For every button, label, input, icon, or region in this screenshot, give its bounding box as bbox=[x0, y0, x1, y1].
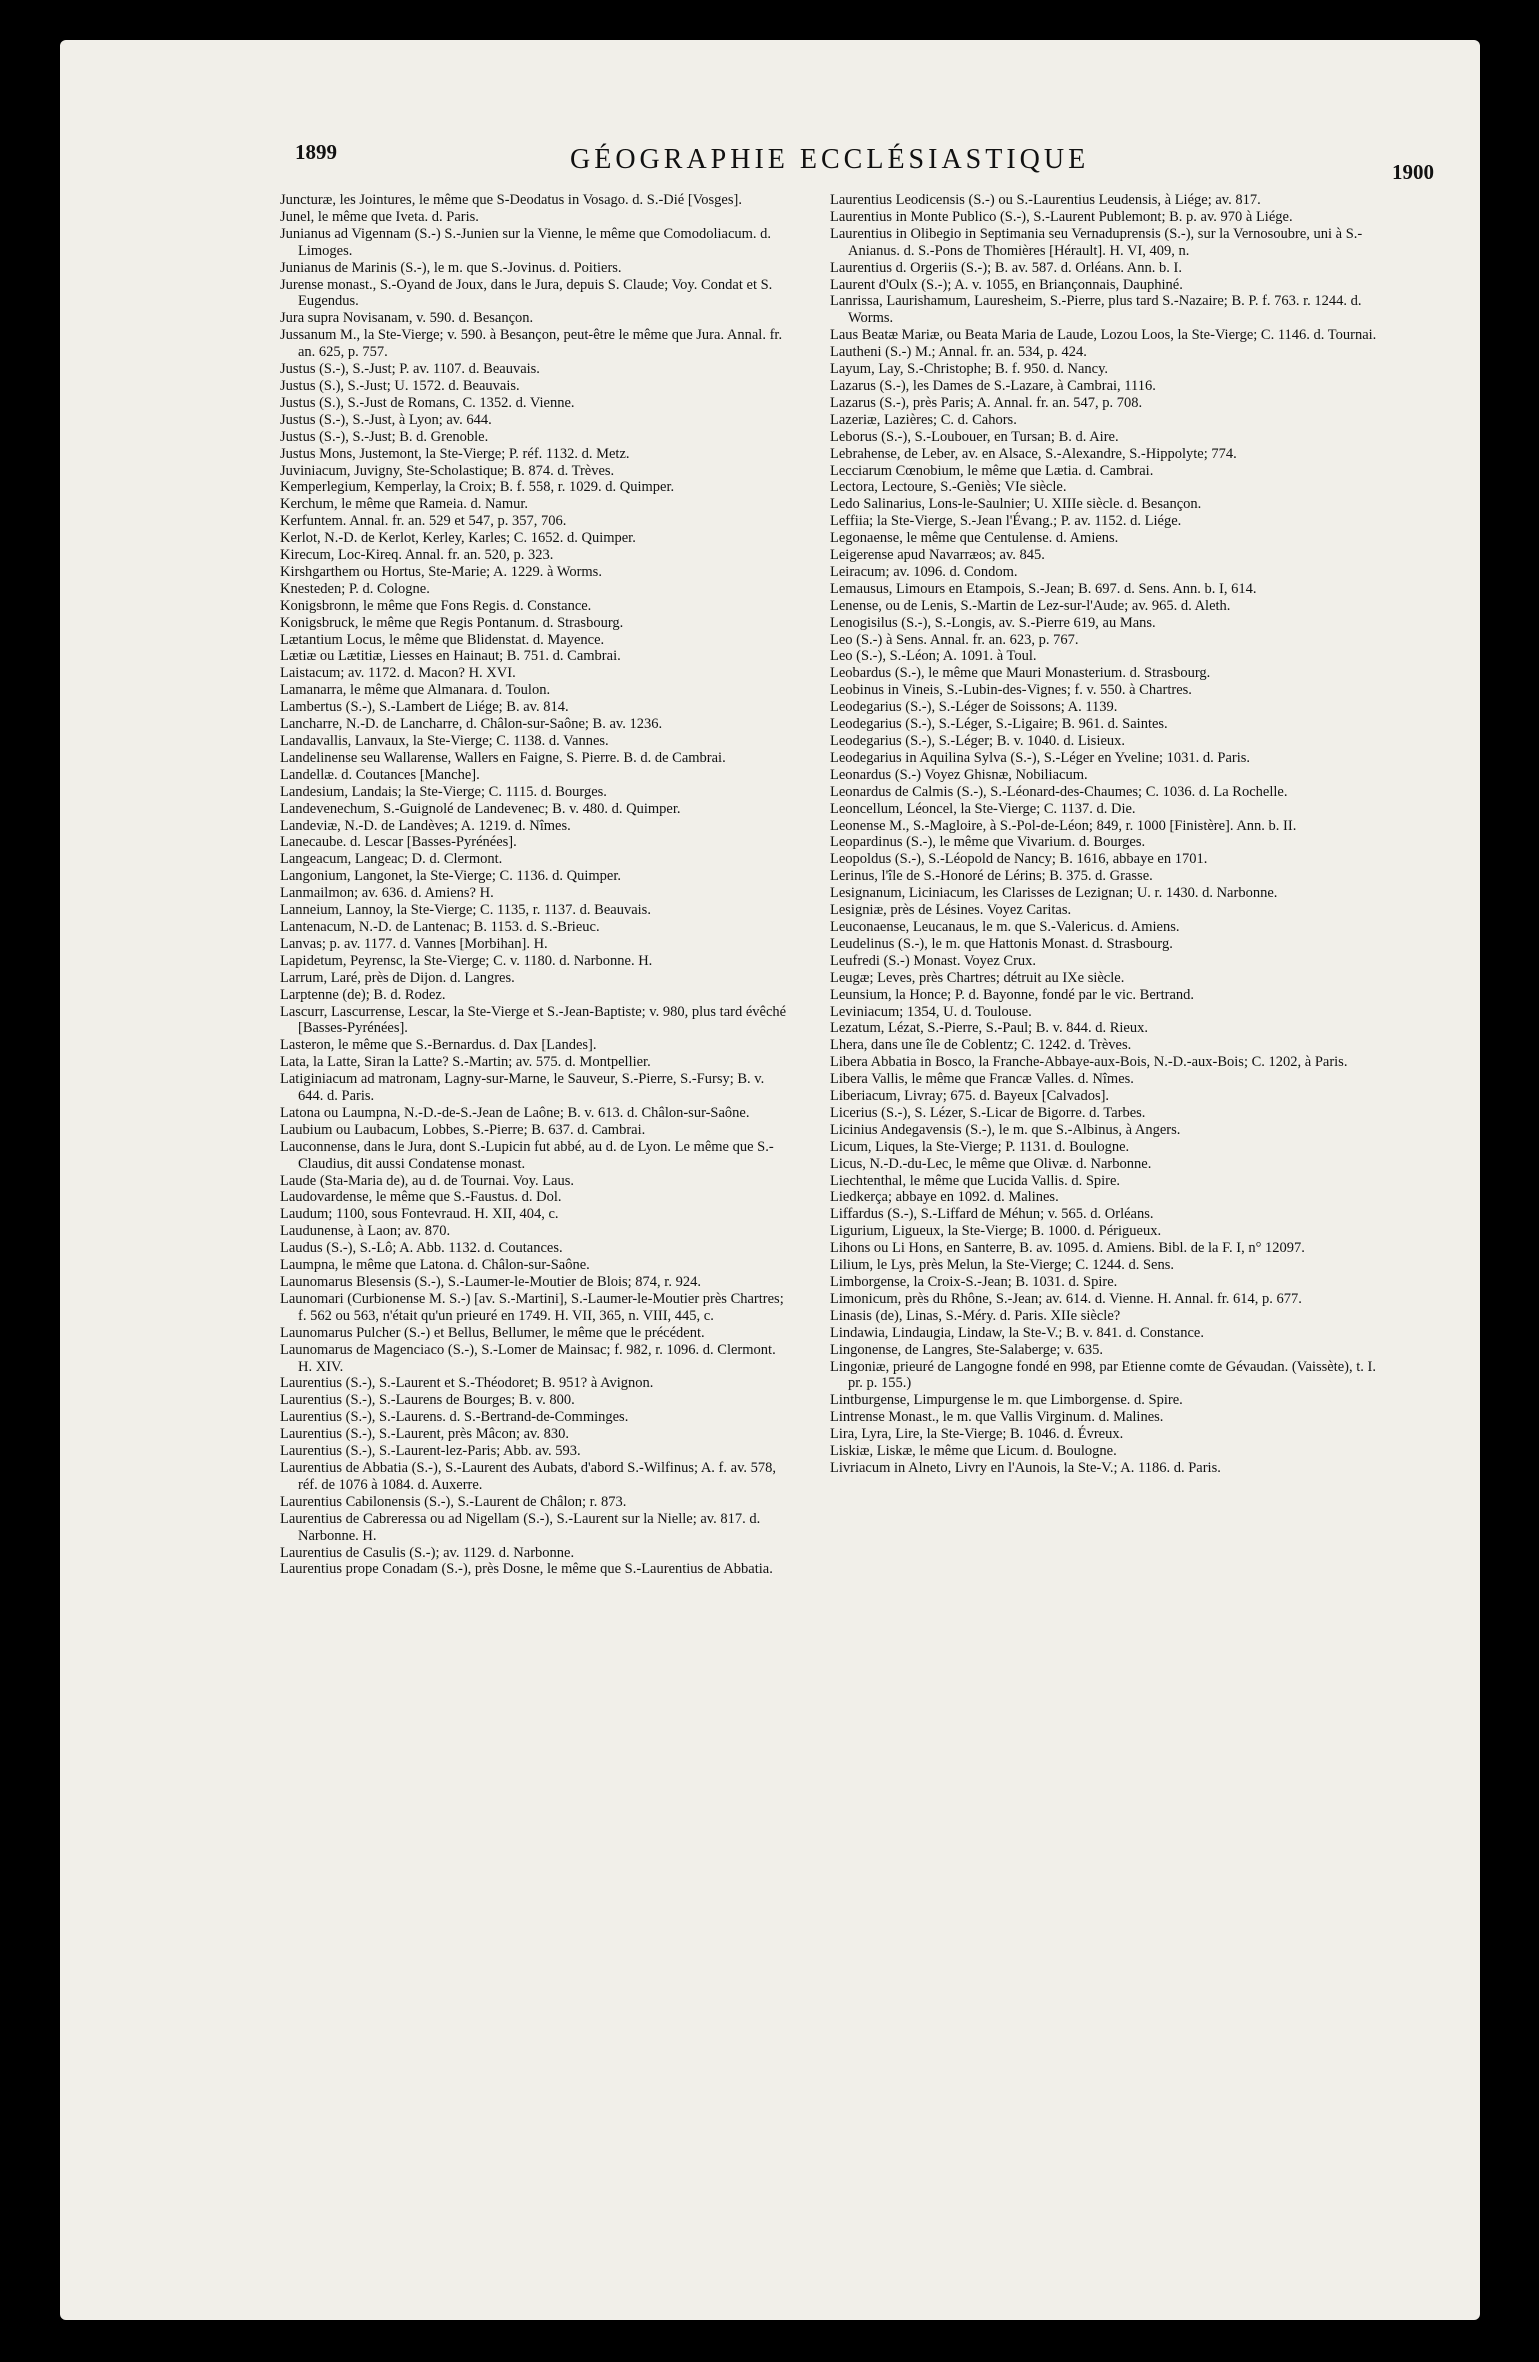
gazetteer-entry: Leugæ; Leves, près Chartres; détruit au IXe siècle. bbox=[830, 969, 1125, 986]
gazetteer-entry: Launomarus de Magenciaco (S.-), S.-Lomer de Mainsac; f. 982, r. 1096. d. Clermont. H. XIV. bbox=[280, 1341, 776, 1375]
gazetteer-entry: Leoncellum, Léoncel, la Ste-Vierge; C. 1137. d. Die. bbox=[830, 800, 1136, 817]
gazetteer-entry: Laurentius de Abbatia (S.-), S.-Laurent des Aubats, d'abord S.-Wilfinus; A. f. av. 578, réf. de 1076 à 1084. d. Auxerre. bbox=[280, 1459, 777, 1493]
gazetteer-entry: Laus Beatæ Mariæ, ou Beata Maria de Laude, Lozou Loos, la Ste-Vierge; C. 1146. d. Tournai. bbox=[830, 327, 1377, 344]
gazetteer-entry: Laudum; 1100, sous Fontevraud. H. XII, 404, c. bbox=[280, 1206, 559, 1223]
gazetteer-entry: Kemperlegium, Kemperlay, la Croix; B. f. 558, r. 1029. d. Quimper. bbox=[280, 479, 675, 496]
gazetteer-entry: Laurentius (S.-), S.-Laurens. d. S.-Bertrand-de-Comminges. bbox=[280, 1409, 629, 1426]
gazetteer-entry: Laurentius (S.-), S.-Laurent et S.-Théodoret; B. 951? à Avignon. bbox=[280, 1375, 654, 1392]
gazetteer-entry: Lingonense, de Langres, Ste-Salaberge; v. 635. bbox=[830, 1341, 1104, 1358]
gazetteer-entry: Lancharre, N.-D. de Lancharre, d. Châlon-sur-Saône; B. av. 1236. bbox=[280, 716, 663, 733]
gazetteer-entry: Laurentius d. Orgeriis (S.-); B. av. 587. d. Orléans. Ann. b. I. bbox=[830, 259, 1182, 276]
gazetteer-entry: Lamanarra, le même que Almanara. d. Toulon. bbox=[280, 682, 551, 699]
gazetteer-entry: Kirecum, Loc-Kireq. Annal. fr. an. 520, p. 323. bbox=[280, 547, 554, 564]
gazetteer-entry: Launomarus Blesensis (S.-), S.-Laumer-le-Moutier de Blois; 874, r. 924. bbox=[280, 1274, 701, 1290]
gazetteer-entry: Lantenacum, N.-D. de Lantenac; B. 1153. d. S.-Brieuc. bbox=[280, 918, 600, 935]
gazetteer-entry: Laudovardense, le même que S.-Faustus. d. Dol. bbox=[280, 1189, 562, 1206]
gazetteer-entry: Leuconaense, Leucanaus, le m. que S.-Valericus. d. Amiens. bbox=[830, 918, 1180, 935]
gazetteer-entry: Landevenechum, S.-Guignolé de Landevenec; B. v. 480. d. Quimper. bbox=[280, 800, 681, 817]
gazetteer-entry: Kerchum, le même que Rameia. d. Namur. bbox=[280, 496, 529, 513]
gazetteer-entry: Licum, Liques, la Ste-Vierge; P. 1131. d. Boulogne. bbox=[830, 1138, 1130, 1155]
gazetteer-entry: Justus Mons, Justemont, la Ste-Vierge; P. réf. 1132. d. Metz. bbox=[280, 445, 630, 462]
gazetteer-entry: Lira, Lyra, Lire, la Ste-Vierge; B. 1046. d. Évreux. bbox=[830, 1426, 1124, 1443]
gazetteer-entry: Lætantium Locus, le même que Blidenstat. d. Mayence. bbox=[280, 631, 605, 648]
gazetteer-entry: Justus (S.), S.-Just; U. 1572. d. Beauvais. bbox=[280, 377, 520, 394]
gazetteer-entry: Liedkerça; abbaye en 1092. d. Malines. bbox=[830, 1189, 1059, 1206]
gazetteer-entry: Justus (S.-), S.-Just; B. d. Grenoble. bbox=[280, 428, 489, 445]
gazetteer-entry: Laudus (S.-), S.-Lô; A. Abb. 1132. d. Coutances. bbox=[280, 1240, 563, 1257]
gazetteer-entry: Leodegarius (S.-), S.-Léger, S.-Ligaire; B. 961. d. Saintes. bbox=[830, 716, 1168, 733]
gazetteer-entry: Licinius Andegavensis (S.-), le m. que S.-Albinus, à Angers. bbox=[830, 1121, 1181, 1138]
gazetteer-entry: Landavallis, Lanvaux, la Ste-Vierge; C. 1138. d. Vannes. bbox=[280, 733, 609, 749]
gazetteer-entry: Leobardus (S.-), le même que Mauri Monasterium. d. Strasbourg. bbox=[830, 665, 1211, 682]
gazetteer-entry: Limborgense, la Croix-S.-Jean; B. 1031. d. Spire. bbox=[830, 1274, 1118, 1290]
gazetteer-entry: Lindawia, Lindaugia, Lindaw, la Ste-V.; B. v. 841. d. Constance. bbox=[830, 1324, 1204, 1341]
gazetteer-entry: Lintrense Monast., le m. que Vallis Virginum. d. Malines. bbox=[830, 1409, 1164, 1426]
gazetteer-entry: Lemausus, Limours en Etampois, S.-Jean; B. 697. d. Sens. Ann. b. I, 614. bbox=[830, 580, 1257, 597]
gazetteer-entry: Lætiæ ou Lætitiæ, Liesses en Hainaut; B. 751. d. Cambrai. bbox=[280, 648, 621, 665]
gazetteer-entry: Laurentius Cabilonensis (S.-), S.-Laurent de Châlon; r. 873. bbox=[280, 1493, 627, 1510]
gazetteer-entry: Laumpna, le même que Latona. d. Châlon-sur-Saône. bbox=[280, 1257, 590, 1274]
gazetteer-entry: Libera Abbatia in Bosco, la Franche-Abbaye-aux-Bois, N.-D.-aux-Bois; C. 1202, à Paris. bbox=[830, 1054, 1348, 1071]
gazetteer-entry: Lazarus (S.-), les Dames de S.-Lazare, à Cambrai, 1116. bbox=[830, 377, 1156, 394]
gazetteer-entry: Laurent d'Oulx (S.-); A. v. 1055, en Briançonnais, Dauphiné. bbox=[830, 276, 1183, 293]
gazetteer-entry: Langonium, Langonet, la Ste-Vierge; C. 1136. d. Quimper. bbox=[280, 868, 622, 885]
gazetteer-entry: Leodegarius (S.-), S.-Léger; B. v. 1040. d. Lisieux. bbox=[830, 733, 1126, 749]
gazetteer-entry: Lezatum, Lézat, S.-Pierre, S.-Paul; B. v. 844. d. Rieux. bbox=[830, 1020, 1148, 1037]
gazetteer-entry: Liffardus (S.-), S.-Liffard de Méhun; v. 565. d. Orléans. bbox=[830, 1206, 1154, 1223]
gazetteer-entry: Justus (S.-), S.-Just; P. av. 1107. d. Beauvais. bbox=[280, 361, 540, 378]
gazetteer-entry: Lapidetum, Peyrensc, la Ste-Vierge; C. v. 1180. d. Narbonne. H. bbox=[280, 952, 653, 969]
gazetteer-entry: Lautheni (S.-) M.; Annal. fr. an. 534, p. 424. bbox=[830, 344, 1087, 361]
gazetteer-entry: Leiracum; av. 1096. d. Condom. bbox=[830, 563, 1018, 580]
gazetteer-entry: Libera Vallis, le même que Francæ Valles. d. Nîmes. bbox=[830, 1071, 1134, 1088]
gazetteer-entry: Leufredi (S.-) Monast. Voyez Crux. bbox=[830, 952, 1037, 969]
gazetteer-entry: Livriacum in Alneto, Livry en l'Aunois, la Ste-V.; A. 1186. d. Paris. bbox=[830, 1459, 1221, 1476]
gazetteer-entry: Latona ou Laumpna, N.-D.-de-S.-Jean de Laône; B. v. 613. d. Châlon-sur-Saône. bbox=[280, 1104, 750, 1121]
gazetteer-entry: Junianus de Marinis (S.-), le m. que S.-Jovinus. d. Poitiers. bbox=[280, 259, 622, 276]
gazetteer-entry: Laude (Sta-Maria de), au d. de Tournai. Voy. Laus. bbox=[280, 1172, 575, 1189]
right-column bbox=[830, 192, 1390, 1477]
gazetteer-entry: Langeacum, Langeac; D. d. Clermont. bbox=[280, 851, 503, 868]
gazetteer-entry: Launomarus Pulcher (S.-) et Bellus, Bellumer, le même que le précédent. bbox=[280, 1324, 705, 1341]
gazetteer-entry: Lascurr, Lascurrense, Lescar, la Ste-Vierge et S.-Jean-Baptiste; v. 980, plus tard évêché [Basses-Pyrénées]. bbox=[280, 1003, 787, 1037]
gazetteer-entry: Liskiæ, Liskæ, le même que Licum. d. Boulogne. bbox=[830, 1443, 1117, 1460]
gazetteer-entry: Liberiacum, Livray; 675. d. Bayeux [Calvados]. bbox=[830, 1088, 1110, 1105]
gazetteer-entry: Lecciarum Cœnobium, le même que Lætia. d. Cambrai. bbox=[830, 462, 1154, 479]
gazetteer-entry: Launomari (Curbionense M. S.-) [av. S.-Martini], S.-Laumer-le-Moutier près Chartres; f. 562 ou 563, n'était qu'un prieuré en 1749. H. VII, 365, n. VIII, 445, c. bbox=[280, 1290, 784, 1324]
gazetteer-entry: Juviniacum, Juvigny, Ste-Scholastique; B. 874. d. Trèves. bbox=[280, 462, 615, 479]
gazetteer-entry: Layum, Lay, S.-Christophe; B. f. 950. d. Nancy. bbox=[830, 361, 1109, 378]
gazetteer-entry: Leonense M., S.-Magloire, à S.-Pol-de-Léon; 849, r. 1000 [Finistère]. Ann. b. II. bbox=[830, 817, 1297, 834]
gazetteer-entry: Leopardinus (S.-), le même que Vivarium. d. Bourges. bbox=[830, 834, 1146, 851]
page-number-right: 1900 bbox=[1392, 160, 1434, 184]
gazetteer-entry: Lihons ou Li Hons, en Santerre, B. av. 1095. d. Amiens. Bibl. de la F. I, n° 12097. bbox=[830, 1240, 1305, 1257]
gazetteer-entry: Leo (S.-) à Sens. Annal. fr. an. 623, p. 767. bbox=[830, 631, 1079, 648]
page-title: GÉOGRAPHIE ECCLÉSIASTIQUE bbox=[570, 144, 1090, 175]
gazetteer-entry: Landelinense seu Wallarense, Wallers en Faigne, S. Pierre. B. d. de Cambrai. bbox=[280, 749, 726, 766]
gazetteer-entry: Landellæ. d. Coutances [Manche]. bbox=[280, 766, 480, 783]
gazetteer-entry: Lanmailmon; av. 636. d. Amiens? H. bbox=[280, 885, 494, 902]
gazetteer-entry: Leodegarius in Aquilina Sylva (S.-), S.-Léger en Yveline; 1031. d. Paris. bbox=[830, 749, 1251, 766]
gazetteer-entry: Lanrissa, Laurishamum, Lauresheim, S.-Pierre, plus tard S.-Nazaire; B. P. f. 763. r. 1244. d. Worms. bbox=[830, 293, 1362, 327]
gazetteer-entry: Licus, N.-D.-du-Lec, le même que Olivæ. d. Narbonne. bbox=[830, 1155, 1152, 1172]
gazetteer-entry: Lauconnense, dans le Jura, dont S.-Lupicin fut abbé, au d. de Lyon. Le même que S.-Claudius, dit aussi Condatense monast. bbox=[280, 1138, 774, 1172]
gazetteer-entry: Konigsbruck, le même que Regis Pontanum. d. Strasbourg. bbox=[280, 614, 624, 631]
gazetteer-entry: Larrum, Laré, près de Dijon. d. Langres. bbox=[280, 969, 515, 986]
gazetteer-entry: Laurentius in Monte Publico (S.-), S.-Laurent Publemont; B. p. av. 970 à Liége. bbox=[830, 208, 1293, 225]
gazetteer-entry: Latiginiacum ad matronam, Lagny-sur-Marne, le Sauveur, S.-Pierre, S.-Fursy; B. v. 644. d. Paris. bbox=[280, 1071, 765, 1105]
gazetteer-entry: Liechtenthal, le même que Lucida Vallis. d. Spire. bbox=[830, 1172, 1121, 1189]
gazetteer-entry: Ligurium, Ligueux, la Ste-Vierge; B. 1000. d. Périgueux. bbox=[830, 1223, 1162, 1240]
gazetteer-entry: Jura supra Novisanam, v. 590. d. Besançon. bbox=[280, 310, 534, 327]
gazetteer-entry: Kerfuntem. Annal. fr. an. 529 et 547, p. 357, 706. bbox=[280, 513, 567, 530]
gazetteer-entry: Laubium ou Laubacum, Lobbes, S.-Pierre; B. 637. d. Cambrai. bbox=[280, 1121, 646, 1138]
gazetteer-entry: Lata, la Latte, Siran la Latte? S.-Martin; av. 575. d. Montpellier. bbox=[280, 1054, 651, 1071]
gazetteer-entry: Lasteron, le même que S.-Bernardus. d. Dax [Landes]. bbox=[280, 1037, 597, 1054]
gazetteer-entry: Leopoldus (S.-), S.-Léopold de Nancy; B. 1616, abbaye en 1701. bbox=[830, 851, 1208, 868]
gazetteer-entry: Larptenne (de); B. d. Rodez. bbox=[280, 986, 446, 1003]
gazetteer-entry: Leudelinus (S.-), le m. que Hattonis Monast. d. Strasbourg. bbox=[830, 935, 1173, 952]
gazetteer-entry: Laurentius de Casulis (S.-); av. 1129. d. Narbonne. bbox=[280, 1544, 575, 1561]
gazetteer-entry: Lanvas; p. av. 1177. d. Vannes [Morbihan]. H. bbox=[280, 935, 548, 952]
gazetteer-entry: Leonardus de Calmis (S.-), S.-Léonard-des-Chaumes; C. 1036. d. La Rochelle. bbox=[830, 783, 1288, 800]
gazetteer-entry: Kerlot, N.-D. de Kerlot, Kerley, Karles; C. 1652. d. Quimper. bbox=[280, 530, 636, 547]
left-column bbox=[280, 192, 790, 1578]
gazetteer-entry: Leviniacum; 1354, U. d. Toulouse. bbox=[830, 1003, 1032, 1020]
gazetteer-entry: Lhera, dans une île de Coblentz; C. 1242. d. Trèves. bbox=[830, 1037, 1132, 1054]
gazetteer-entry: Laurentius (S.-), S.-Laurent-lez-Paris; Abb. av. 593. bbox=[280, 1443, 581, 1460]
gazetteer-entry: Limonicum, près du Rhône, S.-Jean; av. 614. d. Vienne. H. Annal. fr. 614, p. 677. bbox=[830, 1290, 1302, 1307]
gazetteer-entry: Lebrahense, de Leber, av. en Alsace, S.-Alexandre, S.-Hippolyte; 774. bbox=[830, 445, 1237, 462]
page-number-left: 1899 bbox=[295, 140, 337, 164]
gazetteer-entry: Jurense monast., S.-Oyand de Joux, dans le Jura, depuis S. Claude; Voy. Condat et S. Eugendus. bbox=[280, 276, 773, 310]
gazetteer-entry: Lanecaube. d. Lescar [Basses-Pyrénées]. bbox=[280, 834, 517, 851]
gazetteer-entry: Leobinus in Vineis, S.-Lubin-des-Vignes; f. v. 550. à Chartres. bbox=[830, 682, 1192, 699]
gazetteer-entry: Juncturæ, les Jointures, le même que S-Deodatus in Vosago. d. S.-Dié [Vosges]. bbox=[280, 192, 742, 208]
gazetteer-entry: Linasis (de), Linas, S.-Méry. d. Paris. XIIe siècle? bbox=[830, 1307, 1121, 1324]
gazetteer-entry: Leodegarius (S.-), S.-Léger de Soissons; A. 1139. bbox=[830, 699, 1118, 716]
gazetteer-entry: Leborus (S.-), S.-Loubouer, en Tursan; B. d. Aire. bbox=[830, 428, 1119, 445]
gazetteer-entry: Legonaense, le même que Centulense. d. Amiens. bbox=[830, 530, 1119, 547]
gazetteer-entry: Laudunense, à Laon; av. 870. bbox=[280, 1223, 451, 1240]
gazetteer-entry: Lesignanum, Liciniacum, les Clarisses de Lezignan; U. r. 1430. d. Narbonne. bbox=[830, 885, 1278, 902]
gazetteer-entry: Lesigniæ, près de Lésines. Voyez Caritas. bbox=[830, 902, 1072, 919]
gazetteer-entry: Laurentius (S.-), S.-Laurens de Bourges; B. v. 800. bbox=[280, 1392, 575, 1409]
gazetteer-entry: Jussanum M., la Ste-Vierge; v. 590. à Besançon, peut-être le même que Jura. Annal. fr. an. 625, p. 757. bbox=[280, 327, 783, 361]
gazetteer-entry: Leunsium, la Honce; P. d. Bayonne, fondé par le vic. Bertrand. bbox=[830, 986, 1195, 1003]
gazetteer-entry: Laurentius de Cabreressa ou ad Nigellam (S.-), S.-Laurent sur la Nielle; av. 817. d. Narbonne. H. bbox=[280, 1510, 761, 1544]
gazetteer-entry: Laurentius prope Conadam (S.-), près Dosne, le même que S.-Laurentius de Abbatia. bbox=[280, 1561, 773, 1578]
gazetteer-entry: Leigerense apud Navarræos; av. 845. bbox=[830, 547, 1045, 564]
gazetteer-entry: Landesium, Landais; la Ste-Vierge; C. 1115. d. Bourges. bbox=[280, 783, 607, 800]
gazetteer-entry: Laurentius (S.-), S.-Laurent, près Mâcon; av. 830. bbox=[280, 1426, 569, 1443]
gazetteer-entry: Laistacum; av. 1172. d. Macon? H. XVI. bbox=[280, 665, 516, 682]
book-page bbox=[60, 40, 1480, 2320]
gazetteer-entry: Lambertus (S.-), S.-Lambert de Liége; B. av. 814. bbox=[280, 699, 569, 716]
gazetteer-entry: Lerinus, l'île de S.-Honoré de Lérins; B. 375. d. Grasse. bbox=[830, 868, 1153, 885]
gazetteer-entry: Leffiia; la Ste-Vierge, S.-Jean l'Évang.; P. av. 1152. d. Liége. bbox=[830, 513, 1182, 530]
gazetteer-entry: Kirshgarthem ou Hortus, Ste-Marie; A. 1229. à Worms. bbox=[280, 563, 602, 580]
gazetteer-entry: Lenense, ou de Lenis, S.-Martin de Lez-sur-l'Aude; av. 965. d. Aleth. bbox=[830, 597, 1231, 614]
gazetteer-entry: Lintburgense, Limpurgense le m. que Limborgense. d. Spire. bbox=[830, 1392, 1183, 1409]
gazetteer-entry: Leo (S.-), S.-Léon; A. 1091. à Toul. bbox=[830, 648, 1037, 665]
gazetteer-entry: Lingoniæ, prieuré de Langogne fondé en 998, par Etienne comte de Gévaudan. (Vaissète), t. I. pr. p. 155.) bbox=[830, 1358, 1376, 1392]
gazetteer-entry: Ledo Salinarius, Lons-le-Saulnier; U. XIIIe siècle. d. Besançon. bbox=[830, 496, 1202, 513]
gazetteer-entry: Lilium, le Lys, près Melun, la Ste-Vierge; C. 1244. d. Sens. bbox=[830, 1257, 1175, 1274]
gazetteer-entry: Konigsbronn, le même que Fons Regis. d. Constance. bbox=[280, 597, 592, 614]
gazetteer-entry: Lanneium, Lannoy, la Ste-Vierge; C. 1135, r. 1137. d. Beauvais. bbox=[280, 902, 651, 919]
gazetteer-entry: Landeviæ, N.-D. de Landèves; A. 1219. d. Nîmes. bbox=[280, 817, 571, 834]
gazetteer-entry: Junel, le même que Iveta. d. Paris. bbox=[280, 208, 479, 225]
gazetteer-entry: Knesteden; P. d. Cologne. bbox=[280, 580, 430, 597]
gazetteer-entry: Lazeriæ, Lazières; C. d. Cahors. bbox=[830, 411, 1017, 428]
gazetteer-entry: Licerius (S.-), S. Lézer, S.-Licar de Bigorre. d. Tarbes. bbox=[830, 1104, 1146, 1121]
gazetteer-entry: Justus (S.-), S.-Just, à Lyon; av. 644. bbox=[280, 411, 492, 428]
gazetteer-entry: Lenogisilus (S.-), S.-Longis, av. S.-Pierre 619, au Mans. bbox=[830, 614, 1156, 631]
gazetteer-entry: Laurentius in Olibegio in Septimania seu Vernaduprensis (S.-), sur la Vernosoubre, uni à S.-Anianus. d. S.-Pons de Thomières [Hérault]. H. VI, 409, n. bbox=[830, 225, 1363, 259]
gazetteer-entry: Junianus ad Vigennam (S.-) S.-Junien sur la Vienne, le même que Comodoliacum. d. Limoges. bbox=[280, 225, 772, 259]
gazetteer-entry: Laurentius Leodicensis (S.-) ou S.-Laurentius Leudensis, à Liége; av. 817. bbox=[830, 192, 1261, 208]
gazetteer-entry: Lectora, Lectoure, S.-Geniès; VIe siècle. bbox=[830, 479, 1067, 496]
gazetteer-entry: Lazarus (S.-), près Paris; A. Annal. fr. an. 547, p. 708. bbox=[830, 394, 1143, 411]
gazetteer-entry: Justus (S.), S.-Just de Romans, C. 1352. d. Vienne. bbox=[280, 394, 575, 411]
gazetteer-entry: Leonardus (S.-) Voyez Ghisnæ, Nobiliacum. bbox=[830, 766, 1088, 783]
